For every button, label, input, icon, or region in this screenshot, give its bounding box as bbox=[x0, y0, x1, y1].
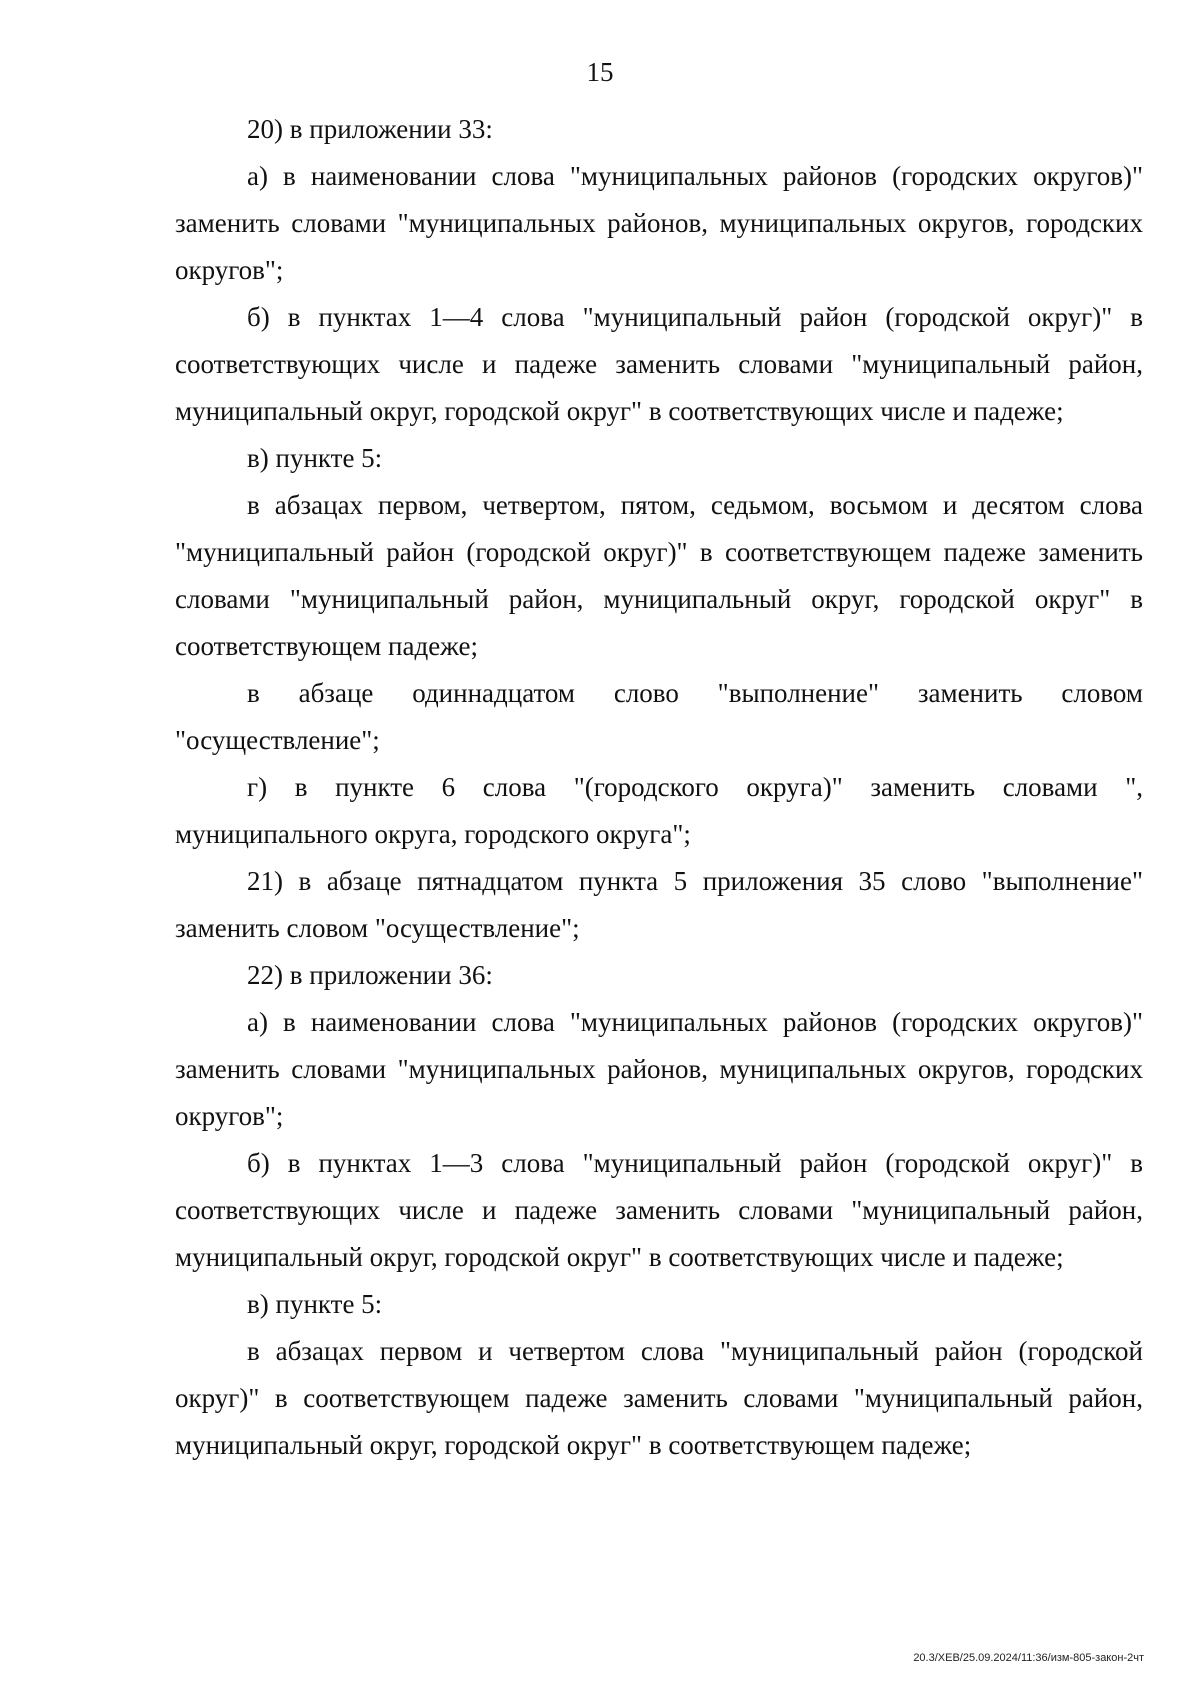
page-number: 15 bbox=[586, 57, 614, 87]
footer-document-code: 20.3/ХЕВ/25.09.2024/11:36/изм-805-закон-2чт bbox=[913, 1652, 1144, 1664]
paragraph-item-21: 21) в абзаце пятнадцатом пункта 5 приложения 35 слово "выполнение" заменить словом "осуществление"; bbox=[175, 866, 1143, 943]
paragraph-subitem-22a: а) в наименовании слова "муниципальных районов (городских округов)" заменить словами "муниципальных районов, муниципальных округов, городских округов"; bbox=[175, 1007, 1143, 1131]
paragraph-subitem-22b: б) в пунктах 1—3 слова "муниципальный район (городской округ)" в соответствующих числе и падеже заменить словами "муниципальный район, муниципальный округ, городской округ" в соответствующих числе и падеже; bbox=[175, 1148, 1143, 1272]
paragraph-subitem-22v: в) пункте 5: bbox=[247, 1289, 383, 1319]
paragraph-subitem-20v-abzac-2: в абзаце одиннадцатом слово "выполнение" заменить словом "осуществление"; bbox=[175, 678, 1143, 755]
paragraph-subitem-22v-abzac-1: в абзацах первом и четвертом слова "муниципальный район (городской округ)" в соответствующем падеже заменить словами "муниципальный район, муниципальный округ, городской округ" в соответствующем падеже; bbox=[175, 1336, 1143, 1460]
paragraph-item-20: 20) в приложении 33: bbox=[247, 114, 493, 144]
paragraph-subitem-20b: б) в пунктах 1—4 слова "муниципальный район (городской округ)" в соответствующих числе и падеже заменить словами "муниципальный район, муниципальный округ, городской округ" в соответствующих числе и падеже; bbox=[175, 302, 1143, 426]
document-body bbox=[175, 106, 1143, 1469]
paragraph-subitem-20g: г) в пункте 6 слова "(городского округа)" заменить словами ", муниципального округа, городского округа"; bbox=[175, 772, 1143, 849]
paragraph-subitem-20a: а) в наименовании слова "муниципальных районов (городских округов)" заменить словами "муниципальных районов, муниципальных округов, городских округов"; bbox=[175, 161, 1143, 285]
paragraph-subitem-20v-abzac-1: в абзацах первом, четвертом, пятом, седьмом, восьмом и десятом слова "муниципальный район (городской округ)" в соответствующем падеже заменить словами "муниципальный район, муниципальный округ, городской округ" в соответствующем падеже; bbox=[175, 490, 1143, 661]
paragraph-item-22: 22) в приложении 36: bbox=[247, 960, 493, 990]
paragraph-subitem-20v: в) пункте 5: bbox=[247, 443, 383, 473]
